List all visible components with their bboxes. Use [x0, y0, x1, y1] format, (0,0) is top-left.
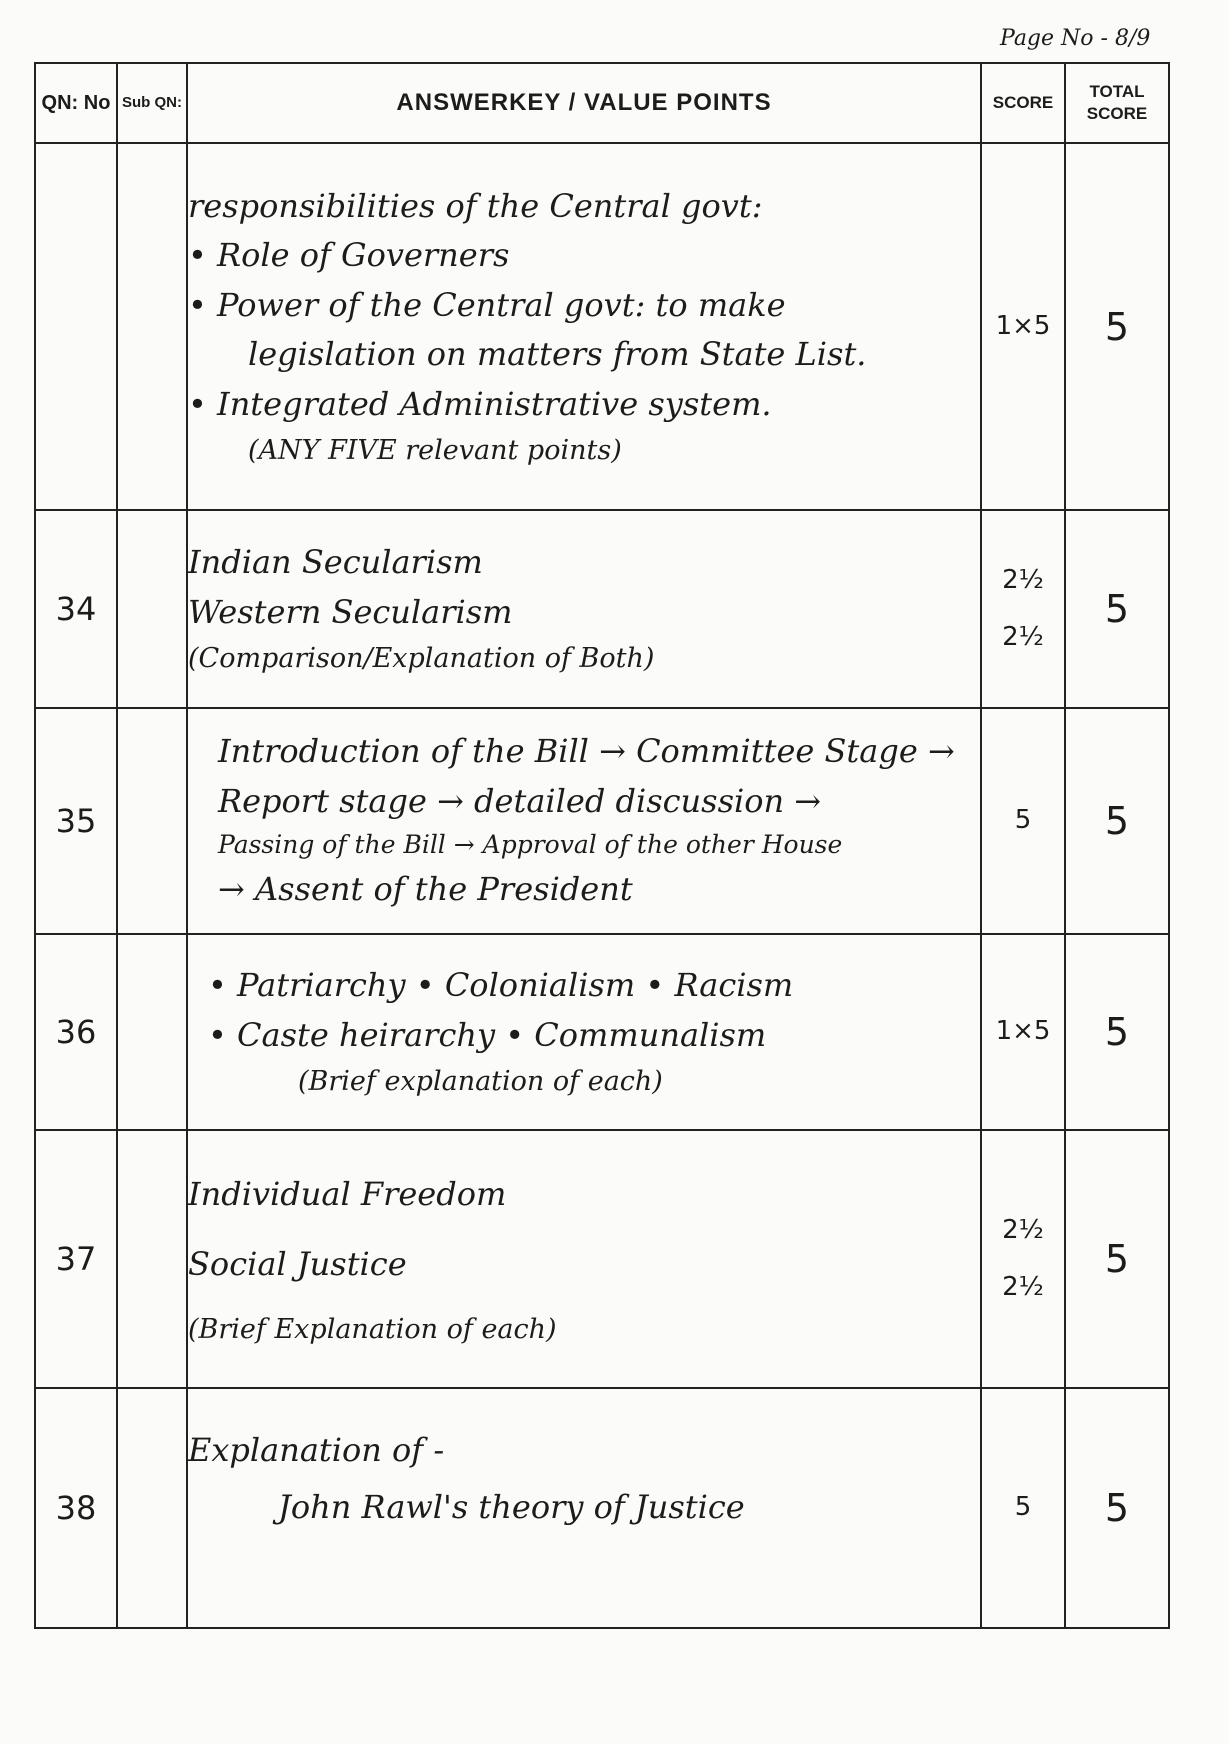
- total-score-cell: 5: [1065, 510, 1169, 708]
- header-total-score: TOTAL SCORE: [1065, 63, 1169, 143]
- question-number: 36: [35, 934, 117, 1130]
- answer-line: Indian Secularism: [188, 543, 483, 582]
- answer-line: • Patriarchy • Colonialism • Racism: [208, 966, 794, 1005]
- score-cell: 1×5: [981, 143, 1065, 510]
- sub-question-cell: [117, 1388, 187, 1628]
- answer-line: (Comparison/Explanation of Both): [188, 642, 655, 674]
- answer-key-table: [34, 62, 1170, 1629]
- sub-question-cell: [117, 143, 187, 510]
- answer-line: • Role of Governers: [188, 236, 510, 275]
- score-cell: 2½ 2½: [981, 1130, 1065, 1388]
- question-number: 38: [35, 1388, 117, 1628]
- answer-line: (Brief explanation of each): [298, 1065, 663, 1097]
- question-number: [35, 143, 117, 510]
- answer-cell: [187, 143, 981, 510]
- question-number: 34: [35, 510, 117, 708]
- score-cell: 5: [981, 1388, 1065, 1628]
- total-score-cell: 5: [1065, 708, 1169, 934]
- score-cell: 2½ 2½: [981, 510, 1065, 708]
- answer-line: Report stage → detailed discussion →: [218, 781, 822, 820]
- header-score: SCORE: [981, 63, 1065, 143]
- answer-line: Explanation of -: [188, 1430, 445, 1469]
- table-row: [35, 1130, 1169, 1388]
- answer-line: [188, 1537, 980, 1595]
- question-number: 35: [35, 708, 117, 934]
- sub-question-cell: [117, 510, 187, 708]
- question-number: 37: [35, 1130, 117, 1388]
- answer-cell: [187, 1388, 981, 1628]
- answer-line: • Caste heirarchy • Communalism: [208, 1016, 767, 1055]
- page-number: Page No - 8/9: [1000, 26, 1151, 51]
- total-score-cell: 5: [1065, 934, 1169, 1130]
- answer-line: Individual Freedom: [188, 1174, 507, 1213]
- header-answer-key: ANSWERKEY / VALUE POINTS: [187, 63, 981, 143]
- header-sub-qn: Sub QN:: [117, 63, 187, 143]
- header-qn: QN: No: [35, 63, 117, 143]
- sub-question-cell: [117, 708, 187, 934]
- header-row: [35, 63, 1169, 143]
- total-score-cell: 5: [1065, 1388, 1169, 1628]
- table-row: [35, 708, 1169, 934]
- score-cell: 5: [981, 708, 1065, 934]
- answer-line: • Integrated Administrative system.: [188, 384, 772, 423]
- answer-line: (ANY FIVE relevant points): [248, 434, 622, 466]
- sub-question-cell: [117, 1130, 187, 1388]
- answer-line: legislation on matters from State List.: [248, 335, 867, 374]
- total-score-cell: 5: [1065, 1130, 1169, 1388]
- table-row: [35, 510, 1169, 708]
- answer-cell: [187, 510, 981, 708]
- table-row: [35, 934, 1169, 1130]
- answer-line: John Rawl's theory of Justice: [278, 1488, 745, 1527]
- total-score-cell: 5: [1065, 143, 1169, 510]
- table-row: [35, 1388, 1169, 1628]
- answer-cell: [187, 708, 981, 934]
- answer-line: • Power of the Central govt: to make: [188, 285, 786, 324]
- answer-line: responsibilities of the Central govt:: [188, 186, 763, 225]
- answer-line: Western Secularism: [188, 593, 513, 632]
- answer-line: → Assent of the President: [218, 870, 633, 909]
- answer-line: Passing of the Bill → Approval of the other House: [218, 830, 843, 860]
- table-row: [35, 143, 1169, 510]
- answer-cell: [187, 934, 981, 1130]
- answer-line: Social Justice: [188, 1245, 407, 1284]
- sub-question-cell: [117, 934, 187, 1130]
- answer-line: (Brief Explanation of each): [188, 1313, 557, 1345]
- score-cell: 1×5: [981, 934, 1065, 1130]
- answer-cell: [187, 1130, 981, 1388]
- answer-line: Introduction of the Bill → Committee Stage →: [218, 732, 955, 771]
